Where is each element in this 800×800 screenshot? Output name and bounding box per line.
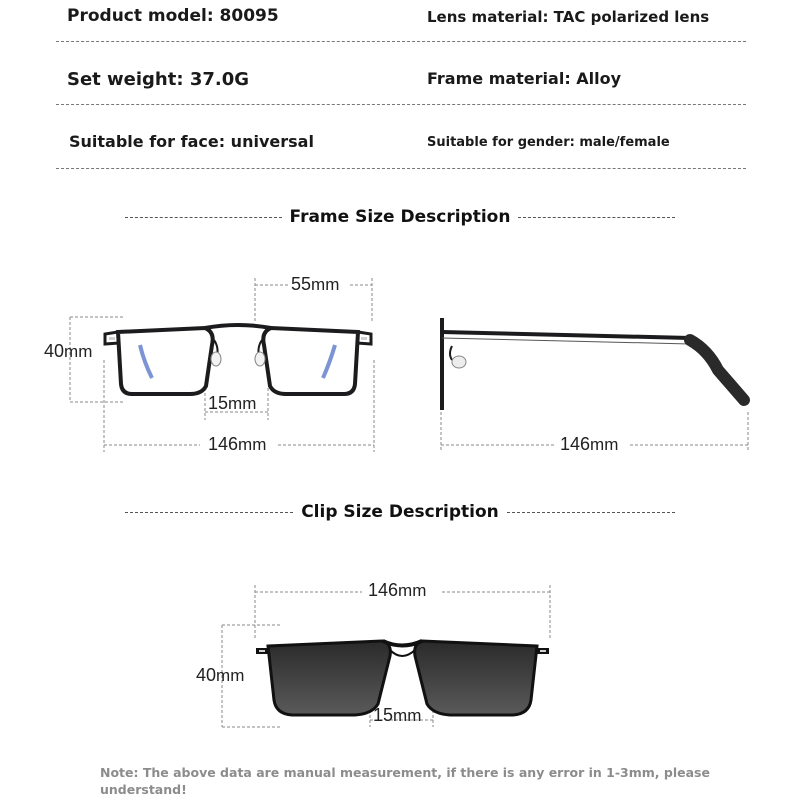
clip-bridge-label xyxy=(373,705,421,726)
clip-size-title: Clip Size Description xyxy=(301,502,499,522)
clip-height-label xyxy=(196,665,244,686)
temple-length-label xyxy=(560,434,618,455)
clip-frame xyxy=(256,641,549,715)
product-model: Product model: 80095 xyxy=(67,6,279,26)
measurement-note: Note: The above data are manual measurement, if there is any error in 1-3mm, please understand! xyxy=(100,765,710,797)
frame-size-title: Frame Size Description xyxy=(289,207,511,227)
unit: mm xyxy=(64,342,93,361)
unit: mm xyxy=(238,435,267,454)
lens-material: Lens material: TAC polarized lens xyxy=(427,8,710,26)
clip-height-value: 40 xyxy=(196,665,217,685)
bridge-label xyxy=(208,393,256,414)
set-weight: Set weight: 37.0G xyxy=(67,69,250,90)
suitable-gender: Suitable for gender: male/female xyxy=(427,135,670,150)
clip-width-value: 146 xyxy=(368,580,399,600)
clip-bridge-value: 15 xyxy=(373,705,394,725)
lens-height-value: 40 xyxy=(44,341,65,361)
suitable-face: Suitable for face: universal xyxy=(69,132,314,151)
bridge-value: 15 xyxy=(208,393,229,413)
lens-width-value: 55 xyxy=(291,274,312,294)
unit: mm xyxy=(590,435,619,454)
clip-width-label xyxy=(368,580,426,601)
unit: mm xyxy=(398,581,427,600)
unit: mm xyxy=(393,706,422,725)
unit: mm xyxy=(228,394,257,413)
front-frame xyxy=(105,325,371,394)
temple-length-value: 146 xyxy=(560,434,591,454)
unit: mm xyxy=(311,275,340,294)
lens-height-label xyxy=(44,341,92,362)
front-width-label xyxy=(208,434,266,455)
lens-width-label xyxy=(291,274,339,295)
unit: mm xyxy=(216,666,245,685)
side-frame xyxy=(442,318,744,410)
frame-material: Frame material: Alloy xyxy=(427,69,622,88)
front-width-value: 146 xyxy=(208,434,239,454)
